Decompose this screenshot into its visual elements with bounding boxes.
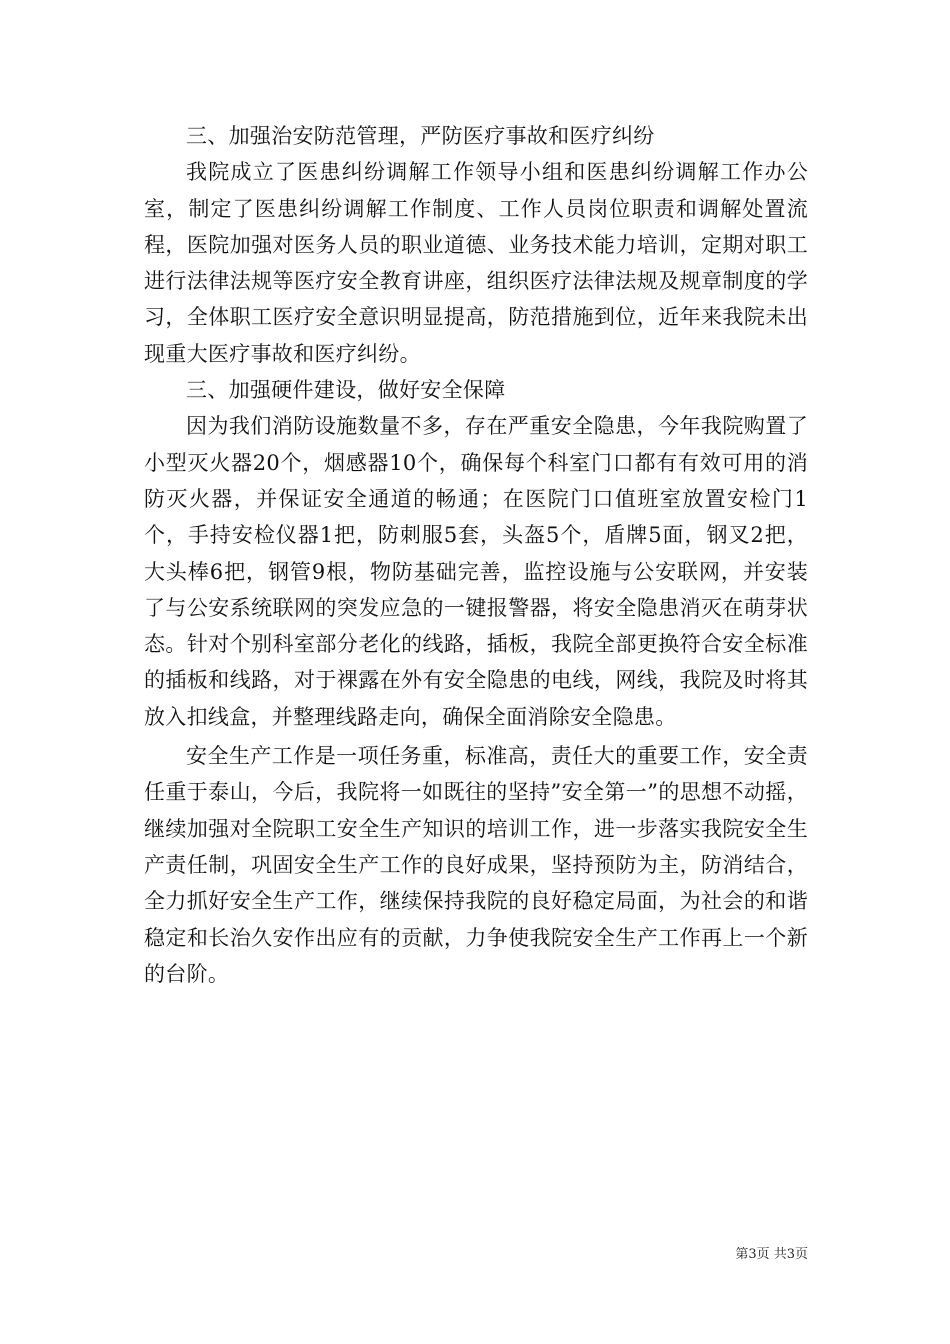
section-heading-hardware: 三、加强硬件建设，做好安全保障 [186, 378, 506, 403]
section-heading-security: 三、加强治安防范管理，严防医疗事故和医疗纠纷 [186, 124, 655, 148]
page-number-footer: 第3页 共3页 [735, 1247, 808, 1262]
paragraph-fire-safety: 因为我们消防设施数量不多，存在严重安全隐患，今年我院购置了小型灭火器20个，烟感器10个，确保每个科室门口都有有效可用的消防灭火器，并保证安全通道的畅通；在医院门口值班室放置安检门1个，手持安检仪器1把，防刺服5套，头盔5个，盾牌5面，钢叉2把，大头棒6把，钢管9根，物防基础完善，监控设施与公安联网，并安装了与公安系统联网的突发应急的一键报警器，将安全隐患消灭在萌芽状态。针对个别科室部分老化的线路，插板，我院全部更换符合安全标准的插板和线路，对于裸露在外有安全隐患的电线，网线，我院及时将其放入扣线盒，并整理线路走向，确保全面消除安全隐患。 [144, 414, 808, 729]
paragraph-dispute-mediation: 我院成立了医患纠纷调解工作领导小组和医患纠纷调解工作办公室，制定了医患纠纷调解工作制度、工作人员岗位职责和调解处置流程，医院加强对医务人员的职业道德、业务技术能力培训，定期对职工进行法律法规等医疗安全教育讲座，组织医疗法律法规及规章制度的学习，全体职工医疗安全意识明显提高，防范措施到位，近年来我院未出现重大医疗事故和医疗纠纷。 [144, 160, 808, 366]
paragraph-conclusion: 安全生产工作是一项任务重，标准高，责任大的重要工作，安全责任重于泰山，今后，我院将一如既往的坚持”安全第一”的思想不动摇，继续加强对全院职工安全生产知识的培训工作，进一步落实我院安全生产责任制，巩固安全生产工作的良好成果，坚持预防为主，防消结合，全力抓好安全生产工作，继续保持我院的良好稳定局面，为社会的和谐稳定和长治久安作出应有的贡献，力争使我院安全生产工作再上一个新的台阶。 [144, 744, 808, 986]
document-body [144, 118, 808, 992]
